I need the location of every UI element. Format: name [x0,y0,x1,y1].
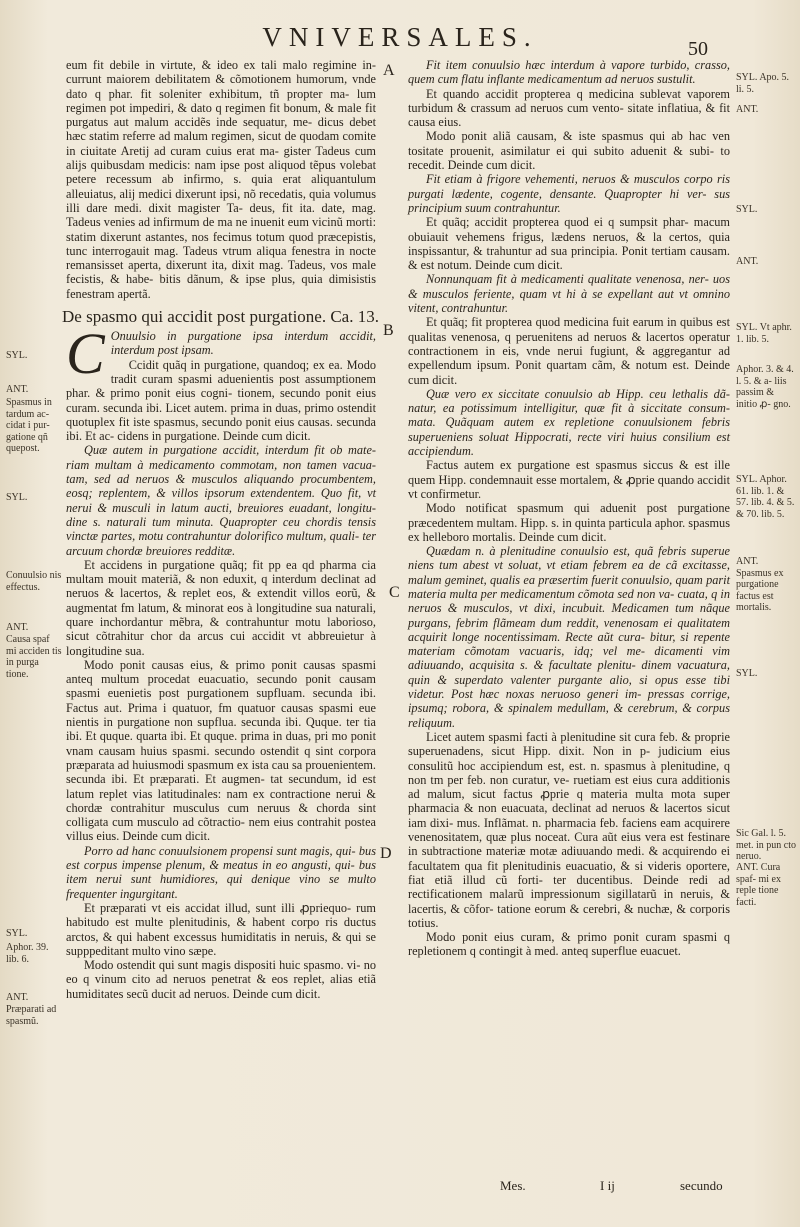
right-text-column [408,58,730,959]
margin-note-right: ANT. Spasmus ex purgatione factus est mortalis. [736,556,784,613]
margin-note-left: SYL. [6,492,28,503]
margin-note-left: Præparati ad spasmũ. [6,1004,57,1027]
paragraph: Et quãq; fit propterea quod medicina fuit earum in quibus est qualitas venenosa, q peruenitens ad neruos & lacertos operatur contractionem in eis, vnde nerui fugiunt, & aggregantur ad expellendum ipsum. Ponit quartam cãm, & notum est. Deinde cum dicit. [408,315,730,387]
margin-note-right: SYL. Apo. 5. li. 5. [736,72,790,95]
drop-cap: C [66,321,105,387]
section-letter-b: B [383,322,394,339]
paragraph: Factus autem ex purgatione est spasmus siccus & est ille quem Hipp. condemnauit esse mortalem, & ꝓprie quando accidit vt confirmetur. [408,458,730,501]
quote-paragraph: Nonnunquam fit à medicamenti qualitate venenosa, ner- uos & musculos feriente, quam vt hi à se expellant aut vt omnino vitent, contrahuntur. [408,272,730,316]
page-number: 50 [688,38,708,60]
paragraph: Modo ostendit qui sunt magis dispositi huic spasmo. vi- no eo q vinum cito ad neruos penetrat & eos replet, alias etiã humiditates secũ ducit ad neruos. Deinde cum dicit. [66,958,376,1001]
paragraph: Modo ponit eius curam, & primo ponit curam spasmi q repletionem q contingit à med. anteq superflue euacuet. [408,930,730,959]
paragraph: eum fit debile in virtute, & ideo ex tali malo regimine in- currunt maiorem debilitatem & cõmotionem humorum, vnde dato q phar. fit soleniter exhibitum, tñ propter ma- lum regimen pot impediri, & dato q regimen fit bonum, & male fit purgatus aut malum accidẽs inde sequatur, me- dicus debet hæc statim referre ad malum regimen, sicut de quodam comite in ciuitate Aretij ad curam cuius erat ma- gister Tadeus cum alijs quibusdam medicis: nam ipse post aliquod tẽpus volebat petere recessum ab infirmo, s. quia erat aliquantulum alleuiatus, alij medici dixerunt ipsi, nõ recedatis, quia volumus illi dare medi. dixit magister Ta- deus, fit ita. date, mag. Tadeus venies ad infirmum de ma ne inuenit eum vicinũ morti: statim dixerunt astantes, nos fecimus totum quod præcepistis, tunc interrogauit mag. Tadeus vtrum aliqua fenestra in nocte remansisset aperta, dixerunt ita, dixit mag. Tadeus, vos male fecistis, & habe- bitis dãnum, & ipse plus, quia dimisistis fenestram apertã. [66,58,376,301]
margin-note-left: Aphor. 39. lib. 6. [6,942,49,965]
margin-note-left: SYL. [6,928,28,939]
paragraph: Et accidens in purgatione quãq; fit pp ea qd pharma cia multam mouit materiã, & non eduxit, q interdum declinat ad neruos & lacertos, & replet eos, & extendit villos eorũ, & augmentat fm latum, & minorat eos à longitudine sua naturali, quare inchordantur mẽbra, & contrahuntur motu laborioso, sicut cõtrahitur chor da arcus cui accidit vt abbreuietur à longitudine sua. [66,557,376,658]
signature-mark: Mes. [500,1178,526,1193]
paragraph: Et quãq; accidit propterea quod ei q sumpsit phar- macum obuiauit vehemens frigus, lædens neruos, & la certos, quia inspissantur, & trahuntur ad sua principia. Ponit tertiam causam. & est notum. Deinde cum dicit. [408,215,730,273]
quote-paragraph: Quæ autem in purgatione accidit, interdum fit ob mate- riam multam à medicamento commotam, non tamen vacua- tam, sed ad neruos & musculos aliquando procumbentem, eosq; replentem, & villos ipsorum extendentem. Quo fit, vt nerui & musculi in latum aucti, breuiores euadant, longitu- dine s. naturali tum minuta. Quapropter ceu chordis tensis vinctæ partes, motu contrahuntur dolorifico multum, quali- ter arcuum chordæ breuiores redditæ. [66,443,376,558]
paragraph: Et præparati vt eis accidat illud, sunt illi ꝓpriequo- rum habitudo est multe plenitudinis, & habent corpo ris ductus arctos, & qui habent excessus humiditatis in neruis, & qui se supppeditant multo vino sæpe. [66,900,376,958]
margin-note-left: ANT. [6,384,29,395]
margin-note-right: ANT. [736,104,759,115]
section-letter-c: C [389,584,400,601]
margin-note-right: SYL. [736,668,758,679]
quote-paragraph: Fit item conuulsio hæc interdum à vapore turbido, crasso, quem cum flatu inflante medicamentum ad neruos sustulit. [408,58,730,87]
margin-note-right: ANT. Cura spaf- mi ex reple tione facti. [736,862,781,908]
margin-note-left: ANT. [6,622,29,633]
margin-note-left: ANT. [6,992,29,1003]
paragraph: Et quando accidit propterea q medicina sublevat vaporem turbidum & crassum ad neruos cum vento- sitate inflatiua, & fit causa eius. [408,86,730,130]
paragraph: Modo ponit aliã causam, & iste spasmus qui ab hac ven tositate prouenit, asimilatur ei qui subito aduenit & subi- to recedit. Deinde cum dicit. [408,129,730,173]
quote-paragraph: Quædam n. à plenitudine conuulsio est, quã febris superue niens tum abest vt soluat, vt etiam febrem ea de cã excitasse, malum geminet, qualis ea præsertim fuerit conuulsio, quam parit materia multa per medicamentum cõmota sed non va- cuata, q in neruos & musculos, vt dixi, incubuit. Medicamen tum nãque purgans, febrim flãmeam dum reddit, venenosam ei qualitatem acquirit longe nocentissimam. Recte aũt cura- bitur, si repente materiam cõmotam vacuaris, idq; vel me- dicamenti vim adiuuando, acquisita s. & facultate plenitu- dinem vacuatura, quin & superdato valenter purgante alio, si opus esse tibi videtur. Post hæc noxas neruoso generi im- pressas corrige, ipsumq; robora, & spinalem medullam, & cerebrum, & corpus reliquum. [408,544,730,730]
margin-note-right: SYL. Aphor. 61. lib. 1. & 57. lib. 4. & 5. & 70. lib. 5. [736,474,795,520]
paragraph: Modo ponit causas eius, & primo ponit causas spasmi anteq multum procedat euacuatio, secundo ponit causam spasmi euenietis post purgationem supfluam. secunda ibi. Factus aut. Prima i quatuor, fm quatuor causas spasmi eue nientis in purgatione non supflua. secunda ibi. Quque. ter tia ibi. Et quque. quarta ibi. Et quque. prima in duas, pri mo ponit vnam causam huius spasmi. secundo ostendit q sint corpora præparata ad huiusmodi spasmum ex ista cau sa prouenientem. secunda ibi. Et præparati. Et augmen- tat secundum, id est latum replet vias latitudinales: nam ex contractione nerui & chordæ contrahitur musculus cum neruus & chorda sint colligata cum musculo ad cõtractio- nem eius contrahit postea villus eius. Deinde cum dicit. [66,657,376,844]
margin-note-right: ANT. [736,256,759,267]
paragraph: Licet autem spasmi facti à plenitudine sit cura feb. & proprie superuenadens, sicut Hipp. dixit. Non in p- judicium eius consulitũ hoc accipiendum est, est. n. spasmus à plenitudine, q non tm per feb. non curatur, ve- ruetiam est eius cura additionis ad malum, sicut factus ꝓprie q materia multa mota super pharmacia & non euacuata, declinat ad neruos & lacertos sicut iam dixi- mus. Inflãmat. n. pharmacia feb. faciens eam acquirere venenositatem, quæ plus noceat. Cura aũt eius vera est festinare in subtractione materiæ motæ adiuuando medi. & acquirendo ei facultatem qua fit plenitudinis euacuatio, & si videris oportere, fiat etiã illud cũ forti- ter ducentibus. Deinde redi ad rectificationem malarũ impressionum sigillatarũ in neruis, & lacertis, & cõfor- tatione eorum & cerebri, & nuchæ, & corporis totius. [408,729,730,930]
margin-note-right: SYL. [736,204,758,215]
margin-note-left: Conuulsio nis effectus. [6,570,62,593]
quote-paragraph [66,321,376,387]
chapter-title: De spasmo qui accidit post purgatione. Ca. 13. [62,307,379,327]
margin-note-right: SYL. Vt aphr. 1. lib. 5. [736,322,792,345]
running-head: VNIVERSALES. [262,22,538,52]
paragraph: Modo notificat spasmum qui aduenit post purgatione præcedentem multam. Hipp. s. in quinta particula aphor. spasmus ex helleboro mortalis. Deinde cum dicit. [408,501,730,544]
margin-note-left: SYL. [6,350,28,361]
section-letter-d: D [380,845,392,862]
quote-paragraph: Porro ad hanc conuulsionem propensi sunt magis, qui- bus est corpus impense plenum, & meatus in eo angusti, qui- bus item nerui sunt humidiores, qui denique vino se multo frequenter ingurgitant. [66,843,376,901]
quote-text: Onuulsio in purgatione ipsa interdum accidit, interdum post ipsam. [110,329,376,358]
margin-note-right: Sic Gal. l. 5. met. in pun cto neruo. [736,828,796,862]
margin-note-right: Aphor. 3. & 4. l. 5. & a- liis passim & initio ꝓ- gno. [736,364,794,410]
quote-paragraph: Quæ vero ex siccitate conuulsio ab Hipp. ceu lethalis dã- natur, ea potissimum intelligitur, quæ fit à siccitate consum- mata. Quãquam autem ex repletione conuulsionem febris superueniens soluat Hippocrati, recte viri huius consilium est accipiendum. [408,386,730,459]
margin-note-left: Causa spaf mi acciden tis in purga tione. [6,634,62,680]
catchword: secundo [680,1178,723,1193]
margin-note-left: Spasmus in tardum ac- cidat i pur- gatione qñ quepost. [6,397,52,454]
quote-paragraph: Fit etiam à frigore vehementi, neruos & musculos corpo ris purgati lædente, cogente, densante. Quapropter hi ver- sus principium suum contrahuntur. [408,172,730,215]
signature-mark: I ij [600,1178,615,1193]
paragraph: Ccidit quãq in purgatione, quandoq; ex ea. Modo tradit curam spasmi aduenientis post assumptionem phar. & primo ponit eius cogni- tionem, secundo ponit eius curam. secunda ibi. Licet autem. prima in duas, primo ostendit quotuplex fit iste spasmus, secundo ponit eius causas. secunda ibi. Et ac- cidens in purgatione. Deinde cum dicit. [66,357,376,444]
left-text-column [62,58,379,1001]
section-letter-a: A [383,62,395,79]
